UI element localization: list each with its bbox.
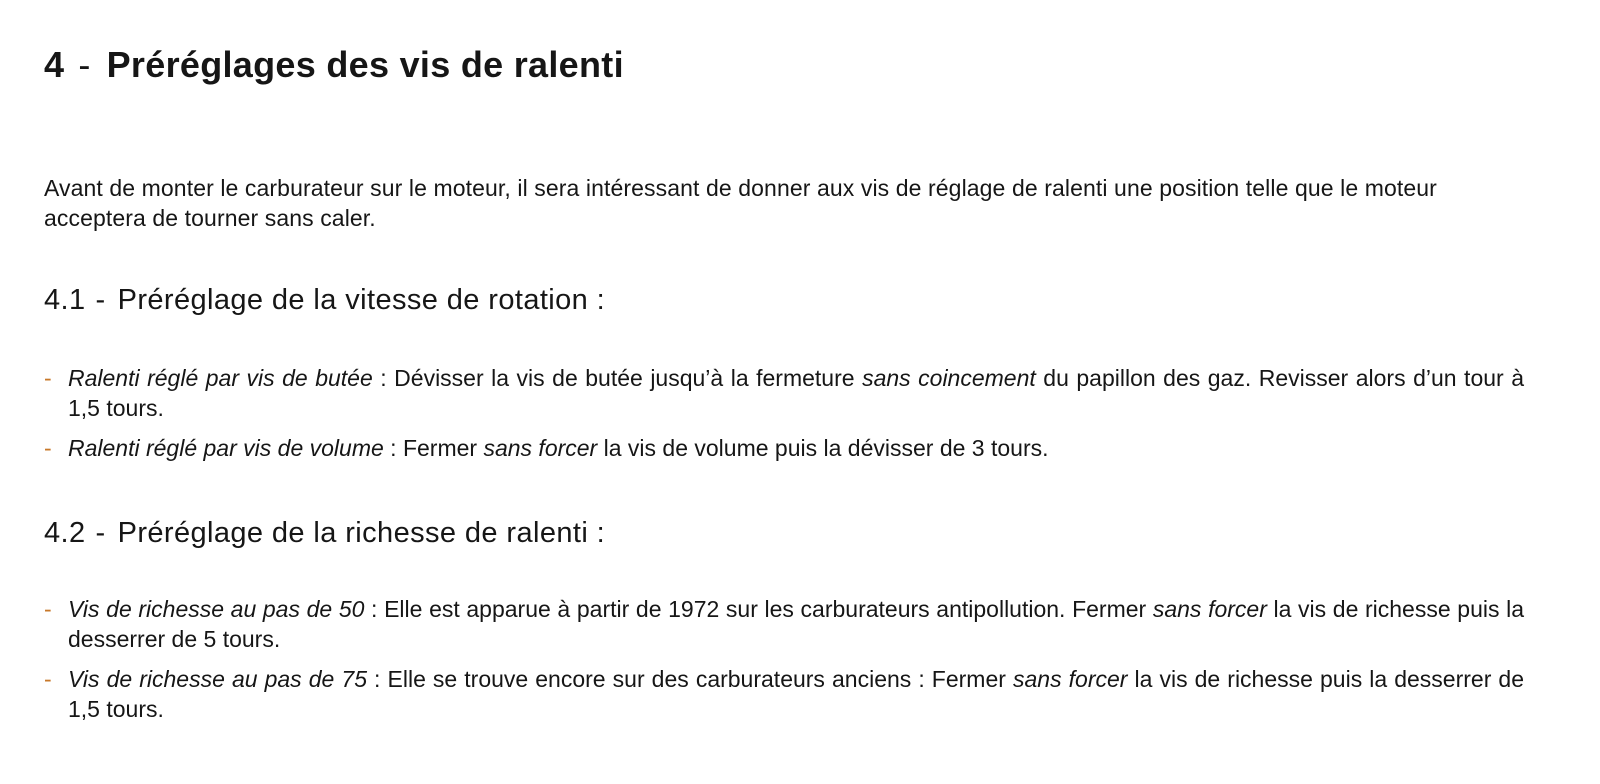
item-lead: Vis de richesse au pas de 75 xyxy=(68,666,367,692)
list-dash: - xyxy=(44,435,52,461)
item-emphasis: sans forcer xyxy=(1012,666,1128,692)
item-text: la vis de richesse puis la desserrer de 5 tours. xyxy=(68,596,1525,652)
subsection-separator: - xyxy=(95,284,106,316)
subsection-number: 4.1 xyxy=(44,284,86,316)
item-emphasis: sans coincement xyxy=(862,365,1036,391)
section-number: 4 xyxy=(44,44,65,85)
subsection-title: Préréglage de la vitesse de rotation : xyxy=(117,284,606,316)
list-item xyxy=(44,594,1524,654)
adjustment-list-rotation xyxy=(44,363,1524,473)
item-text: : Elle est apparue à partir de 1972 sur les carburateurs antipollution. Fermer xyxy=(364,596,1153,622)
subsection-title: Préréglage de la richesse de ralenti : xyxy=(117,517,606,549)
item-emphasis: sans forcer xyxy=(1152,596,1267,622)
list-item xyxy=(44,664,1524,724)
subsection-separator: - xyxy=(95,517,106,549)
item-text: : Elle se trouve encore sur des carburateurs anciens : Fermer xyxy=(366,666,1013,692)
item-emphasis: sans forcer xyxy=(483,435,598,461)
item-text: la vis de volume puis la dévisser de 3 tours. xyxy=(597,435,1049,461)
list-item xyxy=(44,433,1524,463)
subsection-heading-4-1 xyxy=(44,284,605,317)
adjustment-list-richness xyxy=(44,594,1524,734)
section-title: Préréglages des vis de ralenti xyxy=(106,44,624,85)
intro-paragraph: Avant de monter le carburateur sur le moteur, il sera intéressant de donner aux vis de réglage de ralenti une position telle que le moteur acceptera de tourner sans caler. xyxy=(44,175,1437,231)
item-text: du papillon des gaz. Revisser alors d’un tour à 1,5 tours. xyxy=(68,365,1524,421)
subsection-heading-4-2 xyxy=(44,517,605,550)
list-dash: - xyxy=(44,365,52,391)
subsection-number: 4.2 xyxy=(44,517,86,549)
list-dash: - xyxy=(44,666,52,692)
section-separator: - xyxy=(78,44,91,85)
item-lead: Ralenti réglé par vis de butée xyxy=(68,365,373,391)
item-text: la vis de richesse puis la desserrer de 1,5 tours. xyxy=(68,666,1525,722)
list-item xyxy=(44,363,1524,423)
section-heading xyxy=(44,44,624,86)
item-text: : Dévisser la vis de butée jusqu’à la fermeture xyxy=(372,365,863,391)
item-text: : Fermer xyxy=(383,435,484,461)
item-lead: Ralenti réglé par vis de volume xyxy=(68,435,384,461)
list-dash: - xyxy=(44,596,52,622)
item-lead: Vis de richesse au pas de 50 xyxy=(68,596,365,622)
